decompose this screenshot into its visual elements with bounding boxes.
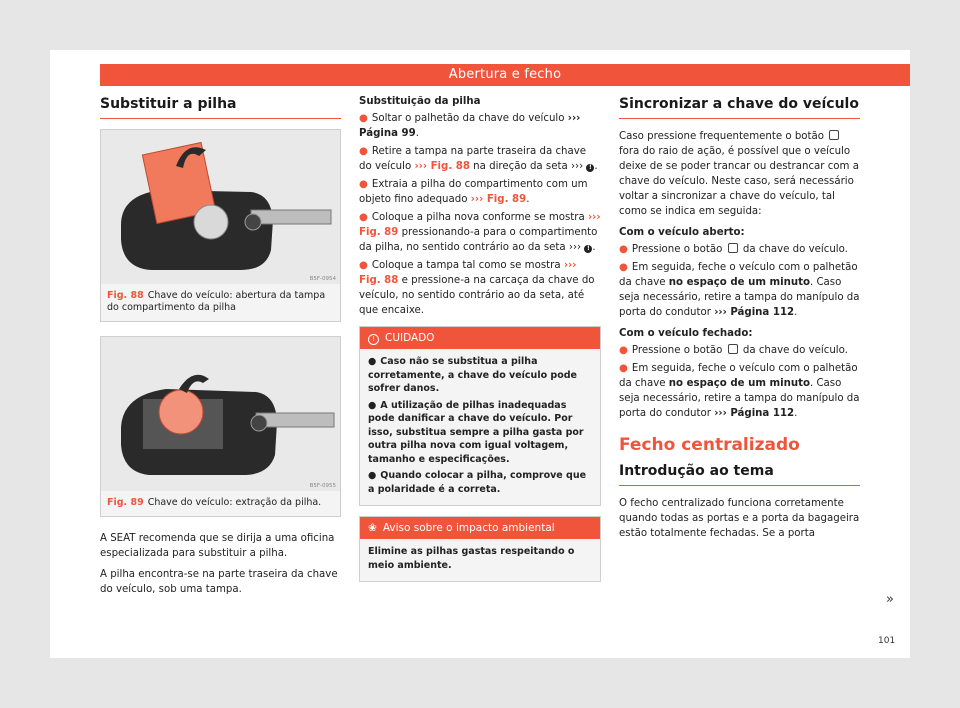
- bullet-icon: ●: [619, 345, 628, 356]
- warning-icon: !: [586, 164, 594, 172]
- emphasis: no espaço de um minuto: [668, 277, 810, 288]
- list-item: ● Coloque a pilha nova conforme se mostra ››› Fig. 89 pressionando-a para o compartimento da pilha, no sentido contrário ao da seta ››› ! .: [359, 212, 601, 253]
- chapter-section-title: Fecho centralizado: [619, 435, 800, 455]
- continue-marker: »: [886, 592, 894, 607]
- figure-label: Fig. 89: [107, 497, 144, 508]
- item-text: Soltar o palhetão da chave do veículo: [371, 113, 565, 124]
- chapter-header: Abertura e fecho: [100, 64, 910, 86]
- column-right: [619, 96, 860, 547]
- caution-body: [360, 349, 600, 505]
- figure-reference-link[interactable]: ››› Fig. 89: [470, 194, 527, 205]
- paragraph: [619, 129, 860, 219]
- text: Pressione o botão: [631, 345, 723, 356]
- item-text: A utilização de pilhas inadequadas pode danificar a chave do veículo. Por isso, substitua sempre a pilha gasta por outra pilha nova com igual voltagem, tamanho e especificações.: [368, 399, 584, 465]
- environment-title: Aviso sobre o impacto ambiental: [382, 522, 555, 534]
- text: Pressione o botão: [631, 244, 723, 255]
- bullet-icon: ●: [359, 260, 368, 271]
- bullet-icon: ●: [359, 113, 368, 124]
- manual-page: [50, 50, 910, 658]
- key-battery-illustration: [101, 337, 340, 491]
- section-title-sync: Sincronizar a chave do veículo: [619, 96, 860, 119]
- text: fora do raio de ação, é possível que o veículo deixe de se poder trancar ou destrancar com a chave do veículo. Neste caso, será necessário voltar a sincronizar a chave do veículo, tal como se indica em seguida:: [619, 146, 859, 217]
- list-item: [619, 343, 860, 358]
- figure-reference-link[interactable]: ››› Fig. 89: [359, 212, 601, 238]
- subsection-title: Com o veículo fechado:: [619, 328, 753, 339]
- environment-box: [359, 516, 601, 582]
- list-item: ● Retire a tampa na parte traseira da chave do veículo ››› Fig. 88 na direção da seta ››› ! .: [359, 146, 598, 172]
- column-middle: [359, 96, 601, 582]
- section-title-battery: Substituir a pilha: [100, 96, 341, 119]
- emphasis: no espaço de um minuto: [668, 378, 810, 389]
- bullet-icon: ●: [368, 399, 377, 411]
- bullet-icon: ●: [619, 244, 628, 255]
- page-number: 101: [878, 636, 896, 646]
- list-item: [359, 258, 601, 318]
- figure-label: Fig. 88: [107, 290, 144, 301]
- text: Caso pressione frequentemente o botão: [619, 131, 824, 142]
- caption-text: Chave do veículo: abertura da tampa do compartimento da pilha: [107, 290, 326, 313]
- paragraph: A SEAT recomenda que se dirija a uma oficina especializada para substituir a pilha.: [100, 533, 335, 559]
- environment-body: [360, 539, 600, 581]
- caution-title: CUIDADO: [385, 332, 435, 344]
- figure-code: B5F-0955: [309, 483, 336, 489]
- paragraph: A pilha encontra-se na parte traseira da chave do veículo, sob uma tampa.: [100, 569, 338, 595]
- item-text: Coloque a pilha nova conforme se mostra: [371, 212, 585, 223]
- unlock-icon: [728, 344, 738, 354]
- figure-89: [100, 336, 341, 517]
- item-text: Extraia a pilha do compartimento com um objeto fino adequado: [359, 179, 588, 205]
- text: da chave do veículo.: [742, 244, 848, 255]
- subsection-title: Substituição da pilha: [359, 96, 481, 107]
- figure-caption: [101, 491, 340, 516]
- page-reference-link[interactable]: ››› Página 112: [714, 307, 795, 318]
- item-text: na direção da seta: [473, 161, 568, 172]
- column-left: [100, 96, 341, 603]
- list-item: ● Extraia a pilha do compartimento com um objeto fino adequado ››› Fig. 89.: [359, 179, 588, 205]
- bullet-icon: ●: [359, 212, 368, 223]
- bullet-icon: ●: [368, 356, 377, 367]
- item-text: pressionando-a para o compartimento da pilha, no sentido contrário ao da seta: [359, 227, 598, 253]
- text: . Caso seja necessário, retire a tampa do manípulo da porta do condutor: [619, 378, 860, 419]
- figure-reference-link[interactable]: ››› Fig. 88: [414, 161, 470, 172]
- info-circle-icon: !: [368, 334, 379, 345]
- section-title-intro: Introdução ao tema: [619, 463, 860, 486]
- lock-icon: [728, 243, 738, 253]
- figure-code: B5F-0954: [309, 276, 336, 282]
- item-text: Caso não se substitua a pilha corretamente, a chave do veículo pode sofrer danos.: [368, 356, 577, 394]
- subsection-title: Com o veículo aberto:: [619, 227, 745, 238]
- page-reference-link[interactable]: ››› Página 112: [714, 408, 795, 419]
- item-text: e pressione-a na carcaça da chave do veículo, no sentido contrário ao da seta, até que encaixe.: [359, 275, 595, 316]
- bullet-icon: ●: [359, 146, 368, 157]
- list-item: ● Em seguida, feche o veículo com o palhetão da chave no espaço de um minuto. Caso seja necessário, retire a tampa do manípulo da porta do condutor ››› Página 112.: [619, 363, 860, 419]
- text: . Caso seja necessário, retire a tampa do manípulo da porta do condutor: [619, 277, 860, 318]
- key-cover-drawing: [101, 130, 340, 284]
- caution-header: [360, 327, 600, 349]
- bullet-icon: ●: [619, 262, 628, 273]
- environment-text: Elimine as pilhas gastas respeitando o meio ambiente.: [368, 546, 575, 571]
- text: Em seguida, feche o veículo com o palhetão da chave: [619, 262, 858, 288]
- page-reference-link[interactable]: ››› Página 99: [359, 113, 581, 139]
- key-cover-illustration: [101, 130, 340, 284]
- list-item: ● Soltar o palhetão da chave do veículo ››› Página 99.: [359, 113, 581, 139]
- leaf-icon: ❀: [368, 522, 377, 534]
- caution-box: [359, 326, 601, 506]
- paragraph: O fecho centralizado funciona corretamente quando todas as portas e a porta da bagageira estão totalmente fechadas. Se a porta: [619, 498, 860, 539]
- bullet-icon: ●: [619, 363, 628, 374]
- caution-item: [368, 399, 592, 467]
- key-battery-drawing: [101, 337, 340, 491]
- text: Em seguida, feche o veículo com o palhetão da chave: [619, 363, 858, 389]
- caution-item: [368, 355, 592, 396]
- item-text: Coloque a tampa tal como se mostra: [371, 260, 561, 271]
- warning-icon: !: [584, 245, 592, 253]
- item-text: Retire a tampa na parte traseira da chave do veículo: [359, 146, 587, 172]
- figure-caption: [101, 284, 340, 321]
- list-item: ● Em seguida, feche o veículo com o palhetão da chave no espaço de um minuto. Caso seja necessário, retire a tampa do manípulo da porta do condutor ››› Página 112.: [619, 262, 860, 318]
- caution-item: [368, 469, 592, 496]
- item-text: Quando colocar a pilha, comprove que a polaridade é a correta.: [368, 470, 587, 495]
- environment-header: [360, 517, 600, 539]
- figure-88: [100, 129, 341, 322]
- unlock-icon: [829, 130, 839, 140]
- caption-text: Chave do veículo: extração da pilha.: [147, 497, 322, 508]
- text: da chave do veículo.: [742, 345, 848, 356]
- bullet-icon: ●: [368, 470, 377, 481]
- list-item: [619, 242, 860, 257]
- bullet-icon: ●: [359, 179, 368, 190]
- figure-reference-link[interactable]: ››› Fig. 88: [359, 260, 577, 286]
